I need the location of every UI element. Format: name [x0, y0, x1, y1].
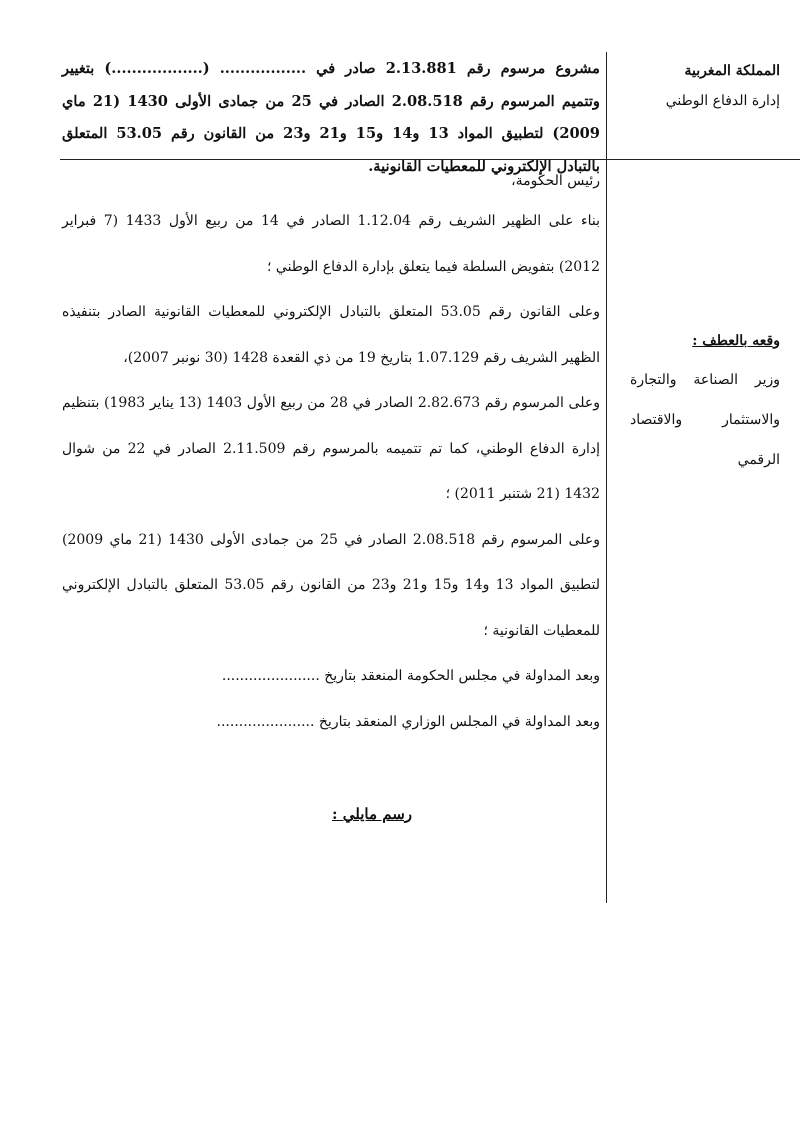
legal-basis-paragraph: وعلى المرسوم رقم 2.08.518 الصادر في 25 من جمادى الأولى 1430 (21 ماي 2009) لتطبيق المواد 13 و14 و15 و21 و23 من القانون رقم 53.05 المتعلق بالتبادل الإلكتروني للمعطيات القانونية ؛ — [62, 531, 600, 639]
title-line: مشروع مرسوم رقم 2.13.881 صادر في ................. (..................) بتغيير — [62, 60, 600, 77]
decree-heading: رسم مايلي : — [331, 805, 413, 823]
countersignature-block — [630, 328, 780, 480]
administration-name: إدارة الدفاع الوطني — [665, 93, 780, 109]
legal-basis-paragraph: بناء على الظهير الشريف رقم 1.12.04 الصادر في 14 من ربيع الأول 1433 (7 فبراير 2012) بتفويض السلطة فيما يتعلق بإدارة الدفاع الوطني ؛ — [62, 213, 600, 275]
legal-basis-paragraph: وعلى المرسوم رقم 2.82.673 الصادر في 28 من ربيع الأول 1403 (13 يناير 1983) بتنظيم إدارة الدفاع الوطني، كما تم تتميمه بالمرسوم رقم 2.11.509 الصادر في 22 من شوال 1432 (21 شتنبر 2011) ؛ — [62, 395, 600, 502]
countersign-label: وقعه بالعطف : — [692, 333, 780, 349]
minister-title: وزير الصناعة والتجارة والاستثمار والاقتصاد الرقمي — [630, 372, 780, 468]
government-deliberation: وبعد المداولة في مجلس الحكومة المنعقد بتاريخ ...................... — [221, 668, 600, 684]
kingdom-name: المملكة المغربية — [684, 63, 780, 79]
legal-basis-paragraph: وعلى القانون رقم 53.05 المتعلق بالتبادل الإلكتروني للمعطيات القانونية الصادر بتنفيذه الظهير الشريف رقم 1.07.129 بتاريخ 19 من ذي القعدة 1428 (30 نونبر 2007)، — [62, 304, 600, 366]
ministers-deliberation: وبعد المداولة في المجلس الوزاري المنعقد بتاريخ ...................... — [216, 713, 600, 730]
column-divider-body — [606, 160, 607, 903]
decree-body — [62, 163, 600, 745]
title-line: وتتميم المرسوم رقم 2.08.518 الصادر في 25 من جمادى الأولى 1430 (21 ماي — [62, 92, 600, 110]
issuing-authority — [630, 56, 780, 116]
title-line: بالتبادل الإلكتروني للمعطيات القانونية. — [368, 157, 600, 175]
title-line: 2009) لتطبيق المواد 13 و14 و15 و21 و23 من القانون رقم 53.05 المتعلق — [62, 125, 600, 142]
head-of-government: رئيس الحكومة، — [511, 173, 600, 189]
